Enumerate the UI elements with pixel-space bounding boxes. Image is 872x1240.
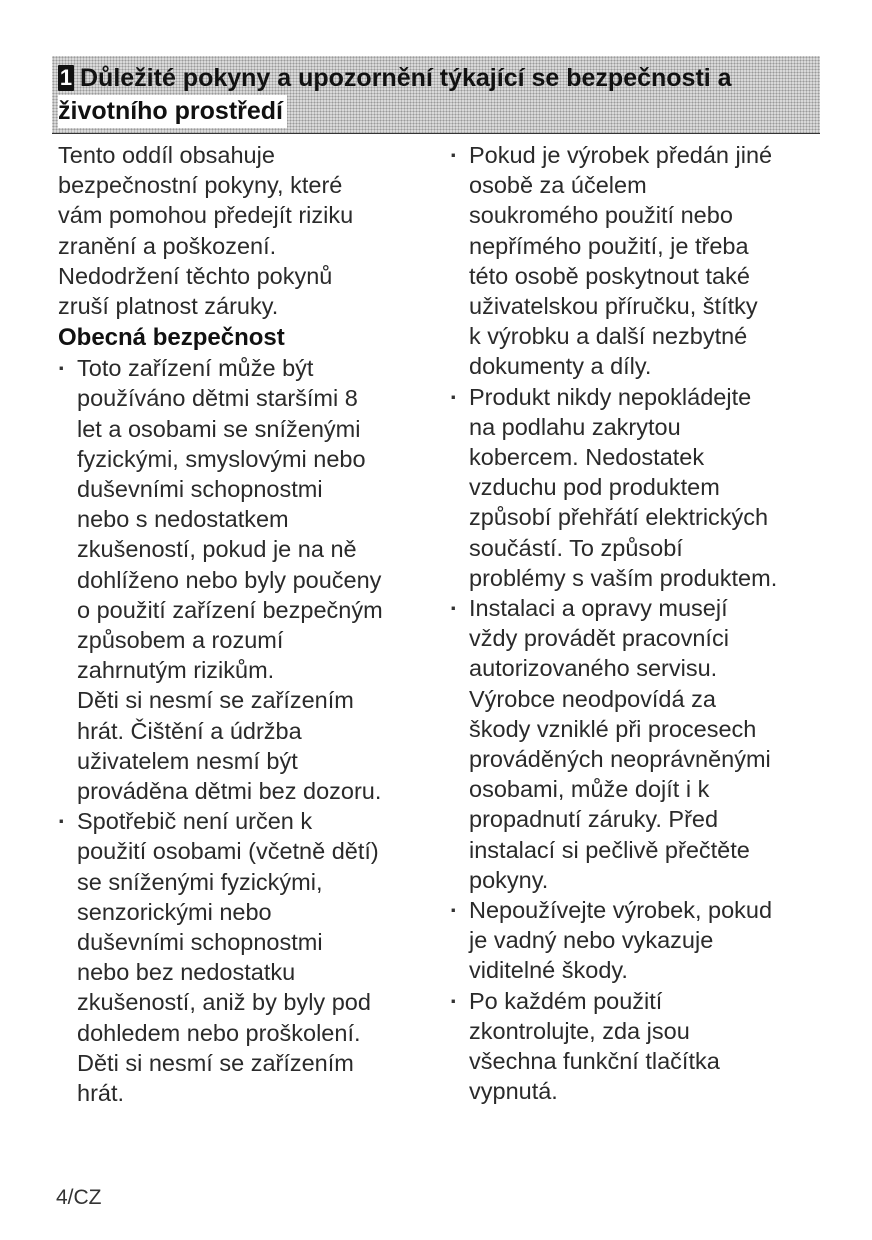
section-title-line-2: životního prostředí [58, 95, 287, 128]
general-safety-heading: Obecná bezpečnost [58, 324, 285, 352]
list-item: · Produkt nikdy nepokládejte na podlahu zakrytou kobercem. Nedostatek vzduchu pod produktem způsobí přehřátí elektrických součástí. To způsobí problémy s vaším produktem. [450, 382, 840, 593]
list-item: · Po každém použití zkontrolujte, zda jsou všechna funkční tlačítka vypnutá. [450, 986, 840, 1107]
left-bullet-list [58, 353, 428, 1108]
right-bullet-list [450, 140, 840, 1107]
left-column [58, 140, 428, 1108]
intro-paragraph: Tento oddíl obsahuje bezpečnostní pokyny, které vám pomohou předejít riziku zranění a poškození. Nedodržení těchto pokynů zruší platnost záruky. [58, 142, 354, 320]
section-title-line-1 [58, 62, 732, 95]
list-item: · Nepoužívejte výrobek, pokud je vadný nebo vykazuje viditelné škody. [450, 895, 840, 986]
list-item: · Pokud je výrobek předán jiné osobě za účelem soukromého použití nebo nepřímého použití, je třeba této osobě poskytnout také uživatelskou příručku, štítky k výrobku a další nezbytné dokumenty a díly. [450, 140, 840, 382]
list-item: · Toto zařízení může být používáno dětmi staršími 8 let a osobami se sníženými fyzickými, smyslovými nebo duševními schopnostmi nebo s nedostatkem zkušeností, pokud je na ně dohlíženo nebo byly poučeny o použití zařízení bezpečným způsobem a rozumí zahrnutým rizikům. Děti si nesmí se zařízením hrát. Čištění a údržba uživatelem nesmí být prováděna dětmi bez dozoru. [58, 353, 428, 806]
right-column [450, 140, 840, 1107]
section-title [58, 62, 732, 128]
page-number: 4/CZ [56, 1186, 102, 1209]
section-number-badge: 1 [59, 65, 73, 90]
section-title-text-1: Důležité pokyny a upozornění týkající se bezpečnosti a [80, 64, 732, 92]
list-item: · Spotřebič není určen k použití osobami (včetně dětí) se sníženými fyzickými, senzorickými nebo duševními schopnostmi nebo bez nedostatku zkušeností, aniž by byly pod dohledem nebo proškolení. Děti si nesmí se zařízením hrát. [58, 806, 428, 1108]
list-item: · Instalaci a opravy musejí vždy provádět pracovníci autorizovaného servisu. Výrobce neodpovídá za škody vzniklé při procesech prováděných neoprávněnými osobami, může dojít i k propadnutí záruky. Před instalací si pečlivě přečtěte pokyny. [450, 593, 840, 895]
section-header [52, 56, 820, 134]
